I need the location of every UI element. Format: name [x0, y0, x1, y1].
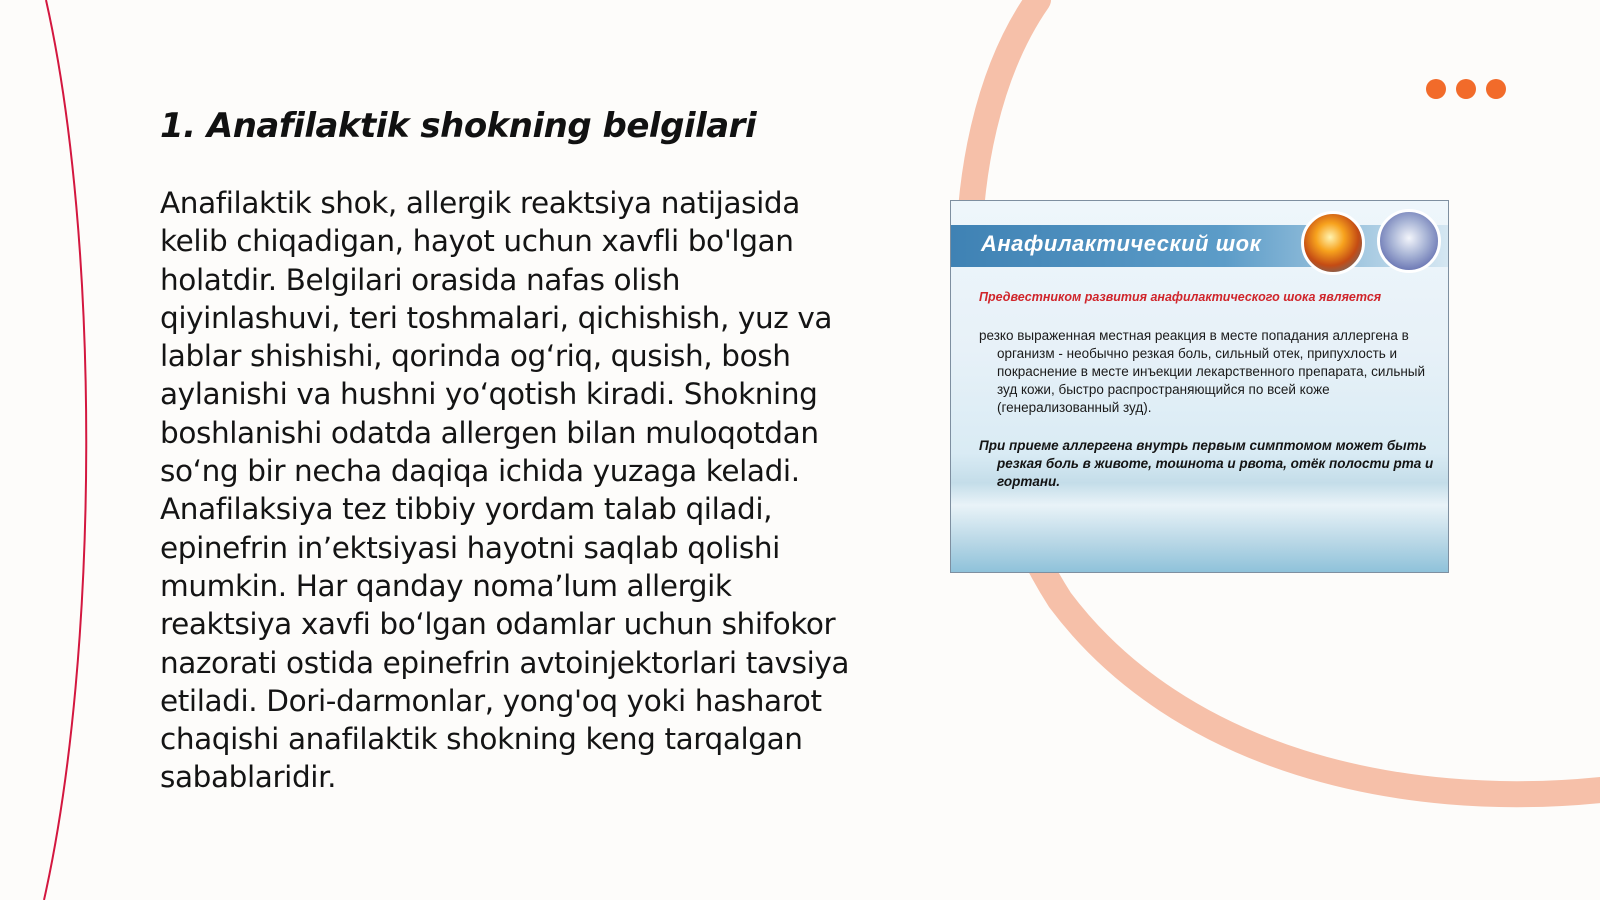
embedded-slide-image — [950, 200, 1449, 573]
doctor-photo-circle — [1377, 209, 1441, 273]
more-dots-icon — [1426, 79, 1506, 99]
left-red-curve — [44, 0, 86, 900]
slide-title: 1. Anafilaktik shokning belgilari — [160, 106, 757, 146]
embedded-slide-red-text: Предвестником развития анафилактического шока является — [979, 290, 1382, 304]
body-paragraph: Anafilaktik shok, allergik reaktsiya natijasida kelib chiqadigan, hayot uchun xavfli bo'lgan holatdir. Belgilari orasida nafas olish qiyinlashuvi, teri toshmalari, qichishish, yuz va lablar shishishi, qorinda og‘riq, qusish, bosh aylanishi va hushni yo‘qotish kiradi. Shokning boshlanishi odatda allergen bilan muloqotdan so‘ng bir necha daqiqa ichida yuzaga keladi. Anafilaksiya tez tibbiy yordam talab qiladi, epinefrin in’ektsiyasi hayotni saqlab qolishi mumkin. Har qanday noma’lum allergik reaktsiya xavfi bo‘lgan odamlar uchun shifokor nazorati ostida epinefrin avtoinjektorlari tavsiya etiladi. Dori-darmonlar, yong'oq yoki hasharot chaqishi anafilaktik shokning keng tarqalgan sabablaridir. — [160, 186, 850, 795]
embedded-slide-body-text: резко выраженная местная реакция в месте попадания аллергена в организм - необычно резкая боль, сильный отек, припухлость и покраснение в месте инъекции лекарственного препарата, сильный зуд кожи, быстро распространяющийся по всей коже (генерализованный зуд). — [979, 328, 1426, 415]
dot — [1486, 79, 1506, 99]
dot — [1426, 79, 1446, 99]
dot — [1456, 79, 1476, 99]
embedded-slide-title: Анафилактический шок — [981, 231, 1262, 256]
embedded-slide-bold-text: При приеме аллергена внутрь первым симптомом может быть резкая боль в животе, тошнота и рвота, отёк полости рта и гортани. — [979, 438, 1434, 489]
fire-photo-circle — [1301, 211, 1365, 275]
embedded-slide-header — [951, 225, 1448, 267]
